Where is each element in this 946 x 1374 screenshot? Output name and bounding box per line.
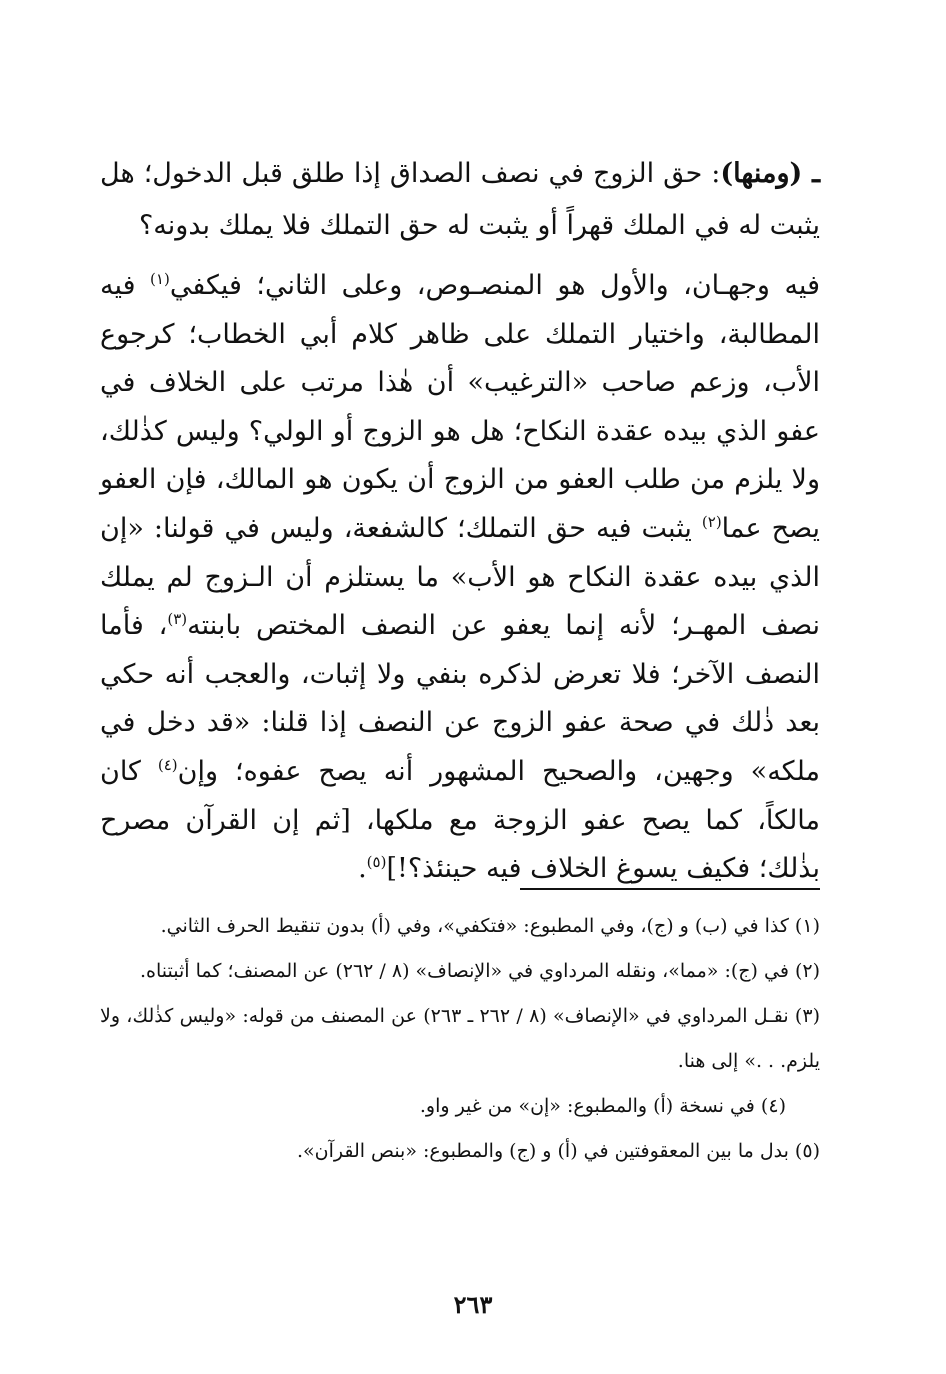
- body-text: .: [358, 853, 367, 885]
- section-marker: ـ (ومنها): [720, 158, 820, 189]
- footnote-5: (٥) بدل ما بين المعقوفتين في (أ) و (ج) والمطبوع: «بنص القرآن».: [296, 1140, 820, 1162]
- footnote-ref-5[interactable]: (٥): [366, 853, 387, 872]
- footnote-ref-3[interactable]: (٣): [167, 610, 188, 629]
- section-heading-paragraph: [100, 148, 820, 252]
- footnote-ref-2[interactable]: (٢): [701, 512, 722, 531]
- footnote-ref-4[interactable]: (٤): [157, 755, 178, 774]
- footnote-divider: [520, 888, 820, 890]
- footnote-1: (١) كذا في (ب) و (ج)، وفي المطبوع: «فتكفي»، وفي (أ) بدون تنقيط الحرف الثاني.: [160, 915, 820, 937]
- page-number: ٢٦٣: [453, 1290, 493, 1319]
- body-text: فيه المطالبة، واختيار التملك على ظاهر كلام أبي الخطاب؛ كرجوع الأب، وزعم صاحب «الترغيب» أن هٰذا مرتب على الخلاف في عفو الذي بيده عقدة النكاح؛ هل هو الزوج أو الولي؟ وليس كذٰلك، ولا يلزم من طلب العفو من الزوج أن يكون هو المالك، فإن العفو يصح عما: [100, 270, 820, 544]
- footnote-2: (٢) في (ج): «مما»، ونقله المرداوي في «الإنصاف» (٨ / ٢٦٢) عن المصنف؛ كما أثبتناه.: [140, 960, 820, 982]
- footnote-4: (٤) في نسخة (أ) والمطبوع: «إن» من غير واو.: [419, 1095, 786, 1117]
- body-text: فيه وجهـان، والأول هو المنصـوص، وعلى الثاني؛ فيكفي: [169, 270, 820, 301]
- footnotes-section: [100, 904, 820, 1174]
- footnote-ref-1[interactable]: (١): [150, 270, 170, 288]
- body-paragraph: [100, 262, 820, 894]
- footnote-3: (٣) نقـل المرداوي في «الإنصاف» (٨ / ٢٦٢ ـ ٢٦٣) عن المصنف من قوله: «وليس كذٰلك، ولا يلزم. . .» إلى هنا.: [100, 1005, 820, 1072]
- section-question: : حق الزوج في نصف الصداق إذا طلق قبل الدخول؛ هل يثبت له في الملك قهراً أو يثبت له حق التملك فلا يملك بدونه؟: [100, 158, 820, 241]
- body-text: كان مالكاً، كما يصح عفو الزوجة مع ملكها، [ثم إن القرآن مصرح بذٰلك؛ فكيف يسوغ الخلاف فيه حينئذ؟!]: [100, 755, 820, 885]
- body-text: ، فأما النصف الآخر؛ فلا تعرض لذكره بنفي ولا إثبات، والعجب أنه حكي بعد ذٰلك في صحة عفو الزوج عن النصف إذا قلنا: «قد دخل في ملكه» وجهين، والصحيح المشهور أنه يصح عفوه؛ وإن: [100, 610, 820, 787]
- body-text: يثبت فيه حق التملك؛ كالشفعة، وليس في قولنا: «إن الذي بيده عقدة النكاح هو الأب» ما يستلزم أن الـزوج لم يملك نصف المهـر؛ لأنه إنما يعفو عن النصف المختص بابنته: [100, 512, 820, 642]
